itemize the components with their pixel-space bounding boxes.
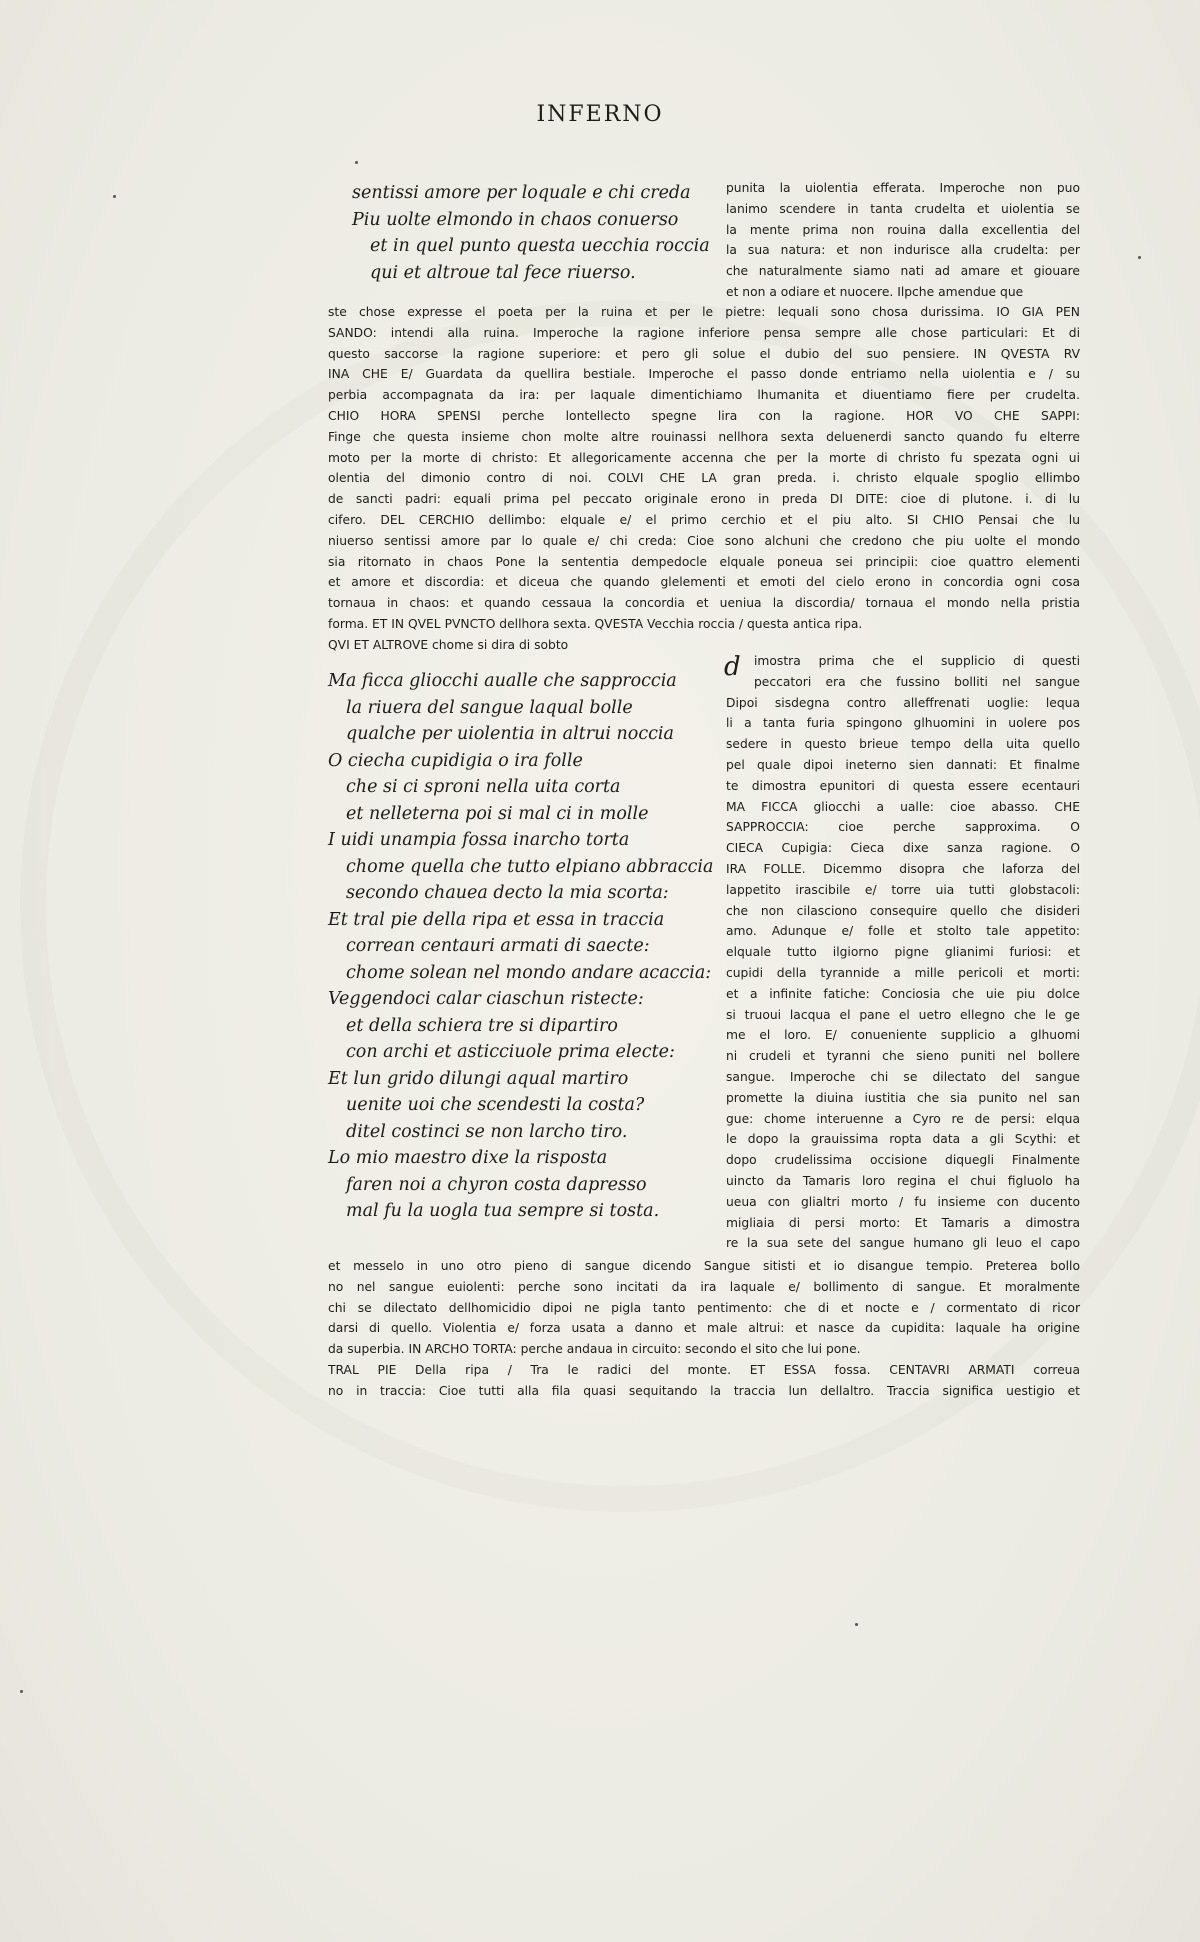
verse-line: chome solean nel mondo andare acaccia: bbox=[346, 962, 712, 983]
commentary-line: la mente prima non rouina dalla excellentia del bbox=[726, 222, 1080, 237]
ink-speck bbox=[113, 195, 116, 198]
commentary-line: sangue. Imperoche chi se dilectato del sangue bbox=[726, 1069, 1080, 1084]
commentary-line: peccatori era che fussino bolliti nel sangue bbox=[754, 674, 1080, 689]
commentary-line: che naturalmente siamo nati ad amare et giouare bbox=[726, 264, 1080, 279]
commentary-line: de sancti padri: equali prima pel peccato originale erono in preda DI DITE: cioe di plutone. i. di lu bbox=[328, 492, 1080, 507]
commentary-line: sia ritornato in chaos Pone la sententia dempedocle elquale poneua sei principii: cioe quattro elementi bbox=[328, 554, 1080, 569]
verse-block-main bbox=[328, 668, 713, 1225]
ink-speck bbox=[855, 1623, 858, 1626]
commentary-line: IRA FOLLE. Dicemmo disopra che laforza del bbox=[726, 861, 1080, 876]
commentary-line: ste chose expresse el poeta per la ruina et per le pietre: lequali sono chosa durissima. IO GIA PEN bbox=[328, 305, 1080, 319]
commentary-line: tornaua in chaos: et quando cessaua la concordia et ueniua la discordia/ tornaua el mondo nella pristia bbox=[328, 596, 1080, 611]
commentary-line: cupidi della tyrannide a mille pericoli et morti: bbox=[726, 965, 1080, 980]
commentary-line: SAPPROCCIA: cioe perche sapproxima. O bbox=[726, 820, 1080, 835]
commentary-line: te dimostra epunitori di questa essere ecentauri bbox=[726, 778, 1080, 793]
commentary-line: forma. ET IN QVEL PVNCTO dellhora sexta. QVESTA Vecchia roccia / questa antica ripa. bbox=[328, 616, 863, 631]
ink-speck bbox=[355, 161, 358, 164]
verse-line: con archi et asticciuole prima electe: bbox=[346, 1042, 675, 1062]
verse-line: et nelleterna poi si mal ci in molle bbox=[346, 803, 649, 824]
commentary-line: et a infinite fatiche: Conciosia che uie piu dolce bbox=[726, 986, 1080, 1001]
verse-line: Ma ficca gliocchi aualle che sapproccia bbox=[328, 671, 677, 691]
commentary-line: me el loro. E/ conueniente supplicio a glhuomi bbox=[726, 1028, 1080, 1043]
verse-line: O ciecha cupidigia o ira folle bbox=[328, 750, 583, 771]
commentary-line: chi se dilectato dellhomicidio dipoi ne pigla tanto pentimento: che di et nocte e / cormentato di ricor bbox=[328, 1300, 1080, 1315]
verse-line: faren noi a chyron costa dapresso bbox=[346, 1174, 647, 1195]
commentary-line: ueua con glialtri morto / fu insieme con ducento bbox=[726, 1194, 1080, 1209]
commentary-line: uincto da Tamaris loro regina el chui figluolo ha bbox=[726, 1173, 1080, 1188]
commentary-line: lanimo scendere in tanta crudelta et uiolentia se bbox=[726, 201, 1080, 216]
commentary-line: da superbia. IN ARCHO TORTA: perche andaua in circuito: secondo el sito che lui pone. bbox=[328, 1342, 861, 1357]
commentary-line: QVI ET ALTROVE chome si dira di sobto bbox=[328, 637, 569, 652]
commentary-line: pel quale dipoi ineterno sien dannati: Et finalme bbox=[726, 757, 1080, 772]
commentary-line: re la sua sete del sangue humano gli leuo el capo bbox=[726, 1236, 1080, 1251]
verse-line: secondo chauea decto la mia scorta: bbox=[346, 883, 669, 903]
commentary-line: sedere in questo brieue tempo della uita quello bbox=[726, 737, 1080, 752]
commentary-line: no nel sangue euiolenti: perche sono incitati da ira laquale e/ bollimento di sangue. Et moralmente bbox=[328, 1279, 1080, 1294]
commentary-line: MA FICCA gliocchi a ualle: cioe abasso. CHE bbox=[726, 799, 1080, 814]
verse-block-top bbox=[352, 180, 710, 286]
verse-line: Lo mio maestro dixe la risposta bbox=[328, 1148, 608, 1168]
commentary-line: olentia del dimonio contro di noi. COLVI CHE LA gran preda. i. christo elquale spoglio ellimbo bbox=[328, 471, 1080, 486]
commentary-line: Dipoi sisdegna contro alleffrenati uoglie: lequa bbox=[726, 695, 1080, 710]
verse-line: Piu uolte elmondo in chaos conuerso bbox=[352, 209, 679, 230]
commentary-line: moto per la morte di christo: Et allegoricamente accenna che per la morte di christo fu spezata ogni ui bbox=[328, 450, 1080, 465]
commentary-line: gue: chome interuenne a Cyro re de persi: elqua bbox=[726, 1111, 1080, 1126]
verse-line: correan centauri armati di saecte: bbox=[346, 936, 650, 956]
commentary-line: CIECA Cupigia: Cieca dixe sanza ragione. O bbox=[726, 841, 1080, 856]
commentary-block-2 bbox=[328, 1256, 1080, 1402]
drop-cap: d bbox=[724, 652, 741, 682]
commentary-line: CHIO HORA SPENSI perche lontellecto spegne lira con la ragione. HOR VO CHE SAPPI: bbox=[328, 408, 1080, 423]
verse-line: Et tral pie della ripa et essa in traccia bbox=[328, 909, 665, 930]
verse-line: qui et altroue tal fece riuerso. bbox=[370, 262, 636, 283]
commentary-line: le dopo la grauissima ropta data a gli Scythi: et bbox=[726, 1132, 1080, 1147]
verse-line: et della schiera tre si dipartiro bbox=[346, 1015, 618, 1036]
commentary-line: TRAL PIE Della ripa / Tra le radici del monte. ET ESSA fossa. CENTAVRI ARMATI correua bbox=[328, 1362, 1080, 1377]
commentary-line: et non a odiare et nuocere. Ilpche amendue que bbox=[726, 284, 1024, 299]
commentary-line: migliaia di persi morto: Et Tamaris a dimostra bbox=[726, 1215, 1080, 1230]
commentary-line: si truoui lacqua el pane el uetro ellegno che le ge bbox=[726, 1007, 1080, 1022]
verse-line: Et lun grido dilungi aqual martiro bbox=[328, 1068, 629, 1089]
commentary-line: darsi di quello. Violentia e/ forza usata a danno et male altrui: et nasce da cupidita: laquale ha origine bbox=[328, 1321, 1080, 1336]
commentary-line: perbia accompagnata da ira: per laquale dimentichiamo lhumanita et diuentiamo fiere per crudelta. bbox=[328, 388, 1080, 403]
commentary-line: che non cilasciono consequire quello che disideri bbox=[726, 903, 1080, 918]
commentary-line: niuerso sentissi amore par lo quale e/ chi creda: Cioe sono alchuni che credono che piu uolte el mondo bbox=[328, 533, 1080, 548]
verse-line: qualche per uiolentia in altrui noccia bbox=[346, 724, 674, 744]
verse-line: sentissi amore per loquale e chi creda bbox=[352, 183, 691, 203]
commentary-line: INA CHE E/ Guardata da quellira bestiale. Imperoche el passo donde entriamo nella uiolentia e / su bbox=[328, 367, 1080, 382]
verse-line: et in quel punto questa uecchia roccia bbox=[370, 236, 710, 256]
verse-line: chome quella che tutto elpiano abbraccia bbox=[346, 856, 714, 877]
commentary-line: et messelo in uno otro pieno di sangue dicendo Sangue sitisti et io disangue tempio. Preterea bollo bbox=[328, 1259, 1080, 1273]
commentary-line: elquale tutto ilgiorno pigne glianimi furiosi: et bbox=[726, 945, 1080, 960]
verse-line: mal fu la uogla tua sempre si tosta. bbox=[346, 1201, 660, 1221]
commentary-line: dopo crudelissima occisione diquegli Finalmente bbox=[726, 1153, 1080, 1168]
commentary-block-1 bbox=[328, 302, 1080, 656]
commentary-line: questo saccorse la ragione superiore: et pero gli solue el dubio del suo pensiere. IN QVESTA RV bbox=[328, 346, 1080, 361]
commentary-line: ni crudeli et tyranni che sieno puniti nel bollere bbox=[726, 1049, 1080, 1064]
verse-line: uenite uoi che scendesti la costa? bbox=[346, 1095, 645, 1115]
commentary-right-main bbox=[726, 651, 1080, 1254]
verse-line: I uidi unampia fossa inarcho torta bbox=[328, 830, 630, 850]
commentary-line: punita la uiolentia efferata. Imperoche non puo bbox=[726, 181, 1080, 195]
commentary-line: la sua natura: et non indurisce alla crudelta: per bbox=[726, 243, 1080, 258]
commentary-line: lappetito irascibile e/ torre uia tutti globstacoli: bbox=[726, 882, 1080, 897]
commentary-line: amo. Adunque e/ folle et stolto tale appetito: bbox=[726, 924, 1080, 939]
ink-speck bbox=[20, 1690, 23, 1693]
commentary-line: Finge che questa insieme chon molte altre rouinassi nellhora sexta deluenerdi sancto quando fu elterre bbox=[328, 429, 1080, 444]
commentary-line: promette la diuina iustitia che sia punito nel san bbox=[726, 1090, 1080, 1105]
commentary-line: imostra prima che el supplicio di questi bbox=[754, 654, 1080, 668]
verse-line: la riuera del sangue laqual bolle bbox=[346, 697, 633, 718]
commentary-top-right bbox=[726, 178, 1080, 303]
commentary-line: no in traccia: Cioe tutti alla fila quasi sequitando la traccia lun dellaltro. Traccia significa uestigio et bbox=[328, 1383, 1080, 1398]
commentary-line: et amore et discordia: et diceua che quando glelementi et emoti del cielo erono in concordia ogni cosa bbox=[328, 575, 1080, 590]
ink-speck bbox=[1138, 256, 1141, 259]
verse-line: che si ci sproni nella uita corta bbox=[346, 777, 621, 797]
commentary-line: li a tanta furia spingono glhuomini in uolere pos bbox=[726, 716, 1080, 731]
commentary-line: cifero. DEL CERCHIO dellimbo: elquale e/ el primo cerchio et el piu alto. SI CHIO Pensai che lu bbox=[328, 512, 1080, 527]
commentary-line: SANDO: intendi alla ruina. Imperoche la ragione inferiore pensa sempre alle chose particulari: Et di bbox=[328, 325, 1080, 340]
page-heading: INFERNO bbox=[536, 102, 664, 127]
verse-line: ditel costinci se non larcho tiro. bbox=[346, 1121, 628, 1142]
verse-line: Veggendoci calar ciaschun ristecte: bbox=[328, 989, 644, 1009]
